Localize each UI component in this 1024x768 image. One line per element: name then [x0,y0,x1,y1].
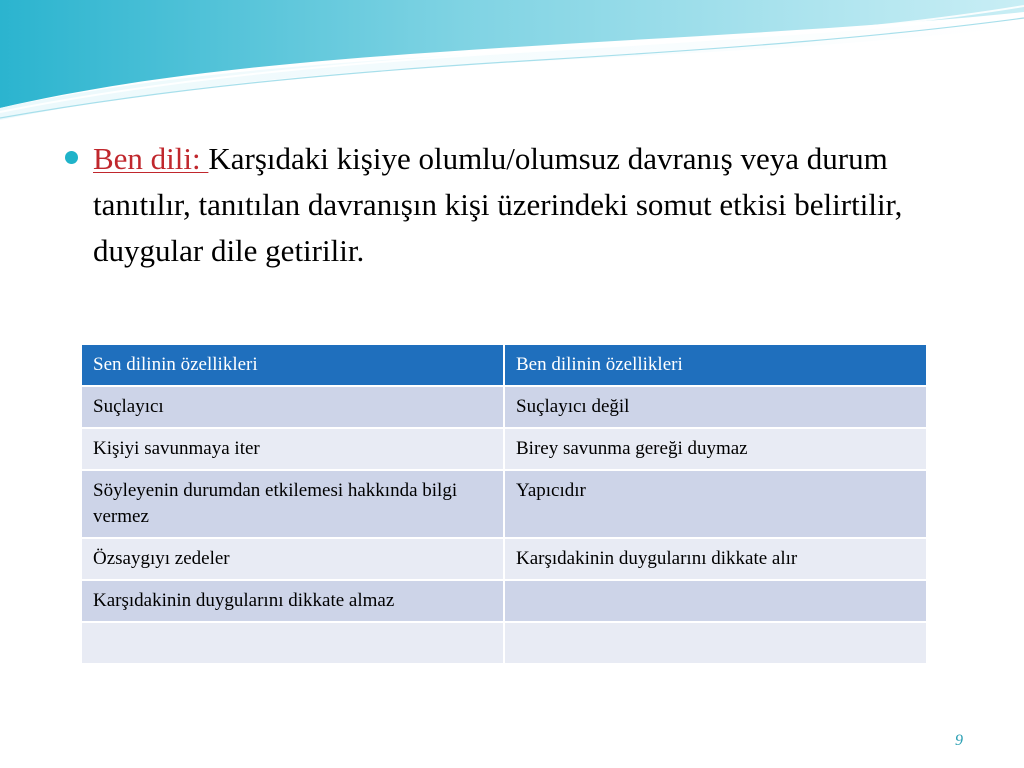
definition-text: Karşıdaki kişiye olumlu/olumsuz davranış veya durum tanıtılır, tanıtılan davranışın kişi üzerindeki somut etkisi belirtilir, duygular dile getirilir. [93,141,903,268]
table-cell: Söyleyenin durumdan etkilemesi hakkında bilgi vermez [81,470,504,538]
table-row [81,428,927,470]
table-cell [504,580,927,622]
comparison-table [80,343,928,665]
table-row [81,386,927,428]
table-cell: Suçlayıcı değil [504,386,927,428]
table-row [81,622,927,664]
table-row [81,470,927,538]
header-sen-dili: Sen dilinin özellikleri [81,344,504,386]
table-cell: Birey savunma gereği duymaz [504,428,927,470]
bullet-text [93,136,963,274]
term-label: Ben dili: [93,141,209,176]
table-cell: Karşıdakinin duygularını dikkate almaz [81,580,504,622]
table-cell: Kişiyi savunmaya iter [81,428,504,470]
table-header-row [81,344,927,386]
table-cell [504,622,927,664]
table-row [81,538,927,580]
table-cell: Yapıcıdır [504,470,927,538]
bullet-paragraph [63,136,963,274]
bullet-icon [65,151,78,164]
table-cell: Karşıdakinin duygularını dikkate alır [504,538,927,580]
page-number: 9 [955,732,963,749]
table-cell: Suçlayıcı [81,386,504,428]
table-row [81,580,927,622]
header-ben-dili: Ben dilinin özellikleri [504,344,927,386]
header-wave-decoration [0,0,1024,130]
table-cell: Özsaygıyı zedeler [81,538,504,580]
table-cell [81,622,504,664]
